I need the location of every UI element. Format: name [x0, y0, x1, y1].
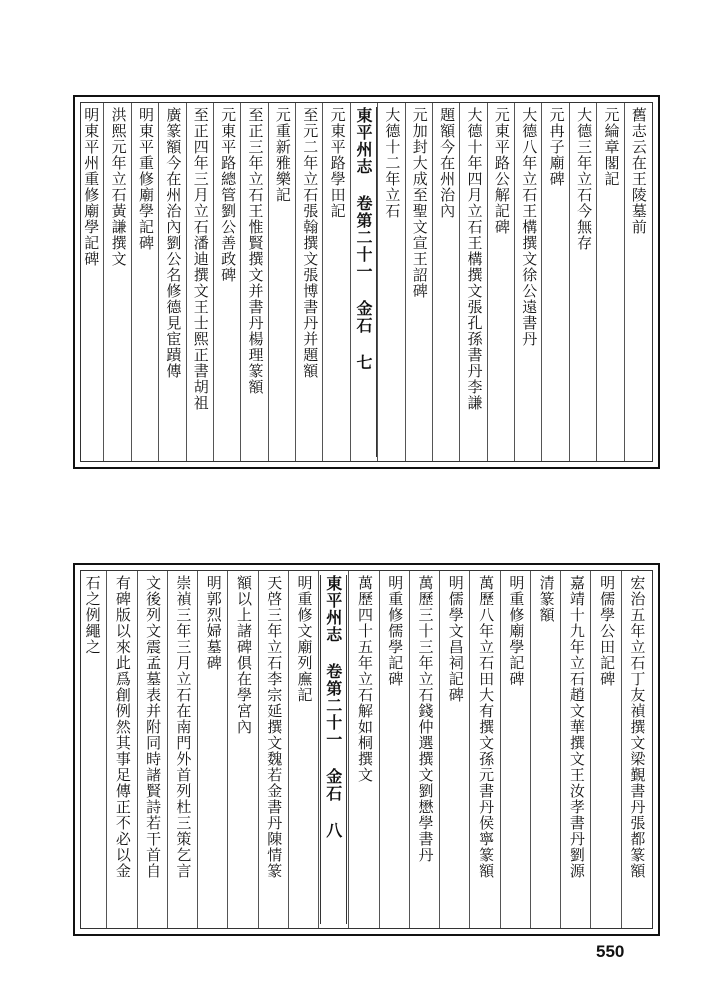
top-text-column: 大德十二年立石: [383, 107, 402, 219]
column-rule: [590, 571, 591, 928]
column-rule: [213, 103, 214, 461]
bottom-text-column: 明重修儒學記碑: [386, 575, 405, 687]
top-text-column: 元綸章閣記: [602, 107, 621, 187]
top-text-column: 大德八年立石王構撰文徐公遠書丹: [520, 107, 539, 347]
column-rule: [500, 571, 501, 928]
column-rule: [439, 571, 440, 928]
column-rule: [227, 571, 228, 928]
bottom-text-column: 明重修廟學記碑: [507, 575, 526, 687]
column-rule: [560, 571, 561, 928]
top-text-column: 明東平重修廟學記碑: [136, 107, 155, 251]
column-rule: [469, 571, 470, 928]
top-header-banner: 東平州志 卷第二十一 金石 七: [350, 107, 377, 457]
top-text-column: 題額今在州治內: [438, 107, 457, 219]
column-rule: [318, 571, 319, 928]
top-page-inner: [80, 102, 653, 462]
bottom-text-column: 明儒學公田記碑: [598, 575, 617, 687]
top-text-column: 明東平州重修廟學記碑: [82, 107, 101, 267]
top-text-column: 廣篆額今在州治內劉公名修德見宦蹟傳: [164, 107, 183, 379]
column-rule: [106, 571, 107, 928]
column-rule: [621, 571, 622, 928]
bottom-text-column: 石之例繩之: [83, 575, 102, 655]
column-rule: [167, 571, 168, 928]
column-rule: [186, 103, 187, 461]
bottom-text-column: 嘉靖十九年立石趙文華撰文王汝孝書丹劉源: [567, 575, 586, 879]
column-rule: [459, 103, 460, 461]
column-rule: [409, 571, 410, 928]
bottom-text-column: 文後列文震孟墓表并附同時諸賢詩若干首自: [144, 575, 163, 879]
column-rule: [514, 103, 515, 461]
column-rule: [379, 571, 380, 928]
column-rule: [197, 571, 198, 928]
top-page: [73, 95, 660, 469]
top-text-column: 洪熙元年立石黃謙撰文: [109, 107, 128, 267]
bottom-text-column: 萬歷八年立石田大有撰文孫元書丹侯寧篆額: [477, 575, 496, 879]
column-rule: [137, 571, 138, 928]
top-text-column: 元東平路學田記: [328, 107, 347, 219]
column-rule: [569, 103, 570, 461]
top-text-column: 元冉子廟碑: [547, 107, 566, 187]
bottom-text-column: 崇禎三年三月立石在南門外首列杜三策乞言: [174, 575, 193, 879]
column-rule: [624, 103, 625, 461]
column-rule: [268, 103, 269, 461]
column-rule: [405, 103, 406, 461]
top-text-column: 至元二年立石張翰撰文張博書丹并題額: [301, 107, 320, 379]
column-rule: [350, 103, 351, 461]
column-rule: [541, 103, 542, 461]
bottom-text-column: 宏治五年立石丁友禎撰文梁覲書丹張都篆額: [628, 575, 647, 879]
bottom-page: [73, 563, 660, 936]
top-text-column: 元東平路公解記碑: [492, 107, 511, 235]
bottom-text-column: 明重修文廟列廡記: [295, 575, 314, 703]
top-text-column: 大德十年四月立石王構撰文張孔孫書丹李謙: [465, 107, 484, 411]
column-rule: [432, 103, 433, 461]
column-rule: [131, 103, 132, 461]
top-text-column: 大德三年立石今無存: [575, 107, 594, 251]
column-rule: [596, 103, 597, 461]
column-rule: [288, 571, 289, 928]
column-rule: [258, 571, 259, 928]
bottom-text-column: 明儒學文昌祠記碑: [446, 575, 465, 703]
bottom-text-column: 明郭烈婦墓碑: [204, 575, 223, 671]
top-text-column: 至正四年三月立石潘迪撰文王士熙正書胡祖: [191, 107, 210, 411]
bottom-text-column: 萬歷四十五年立石解如桐撰文: [356, 575, 374, 783]
column-rule: [377, 103, 378, 461]
page-number: 550: [596, 942, 625, 961]
top-text-column: 元東平路總管劉公善政碑: [219, 107, 238, 283]
bottom-text-column: 萬歷三十三年立石錢仲選撰文劉懋學書丹: [416, 575, 435, 863]
top-text-column: 至正三年立石王惟賢撰文并書丹楊理篆額: [246, 107, 265, 395]
bottom-text-column: 天啓三年立石李宗延撰文魏若金書丹陳情篆: [265, 575, 284, 879]
column-rule: [348, 571, 349, 928]
column-rule: [322, 103, 323, 461]
bottom-page-inner: [80, 570, 653, 929]
bottom-header-banner: 東平州志 卷第二十一 金石 八: [320, 575, 347, 924]
column-rule: [240, 103, 241, 461]
column-rule: [530, 571, 531, 928]
bottom-text-column: 清篆額: [537, 575, 556, 623]
bottom-text-column: 額以上諸碑俱在學宮內: [234, 575, 253, 735]
column-rule: [487, 103, 488, 461]
column-rule: [103, 103, 104, 461]
top-text-column: 元加封大成至聖文宣王詔碑: [410, 107, 429, 299]
column-rule: [158, 103, 159, 461]
top-text-column: 元重新雅樂記: [273, 107, 292, 203]
column-rule: [295, 103, 296, 461]
top-text-column: 舊志云在王陵墓前: [629, 107, 648, 235]
bottom-text-column: 有碑版以來此爲創例然其事足傳正不必以金: [113, 575, 132, 879]
